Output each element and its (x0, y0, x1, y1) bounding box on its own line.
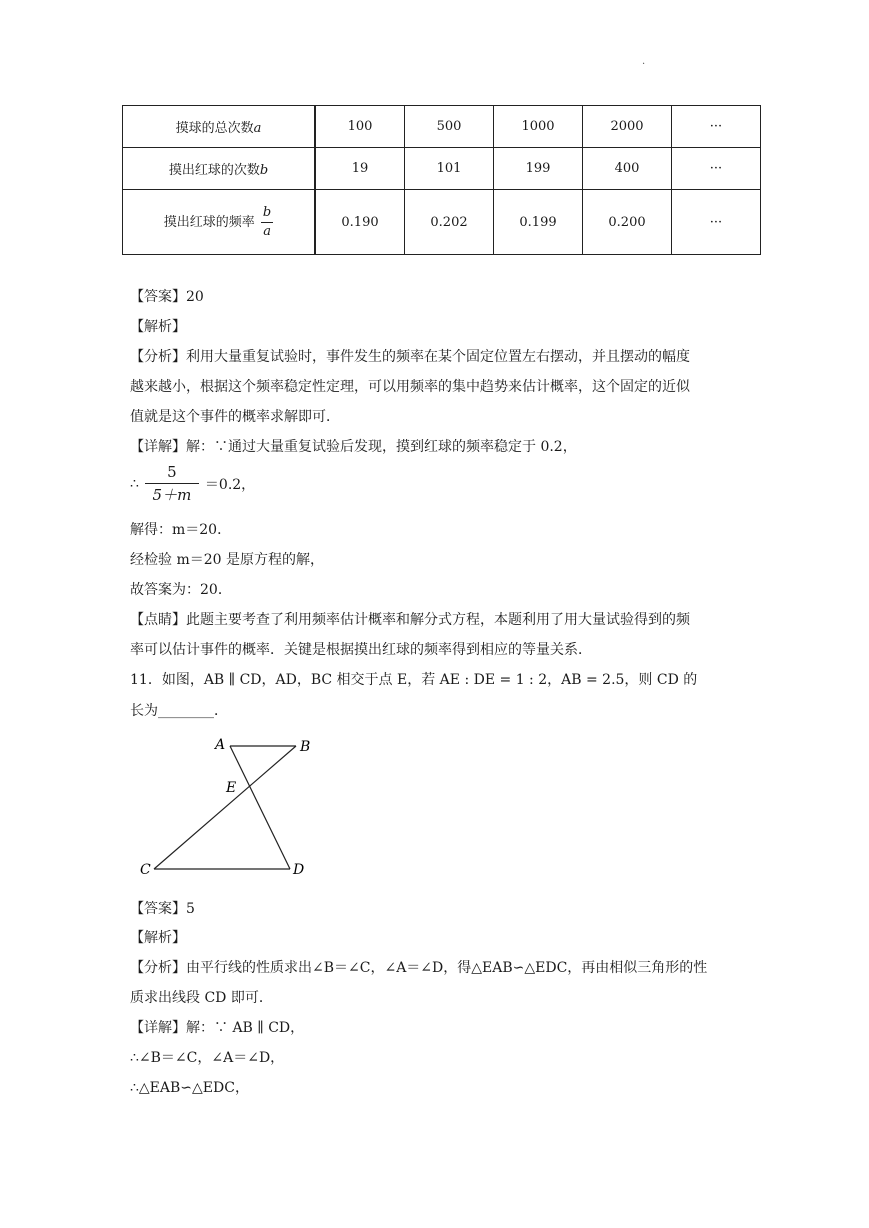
analysis-text: 越来越小，根据这个频率稳定性定理，可以用频率的集中趋势来估计概率，这个固定的近似 (130, 379, 690, 395)
label-b: B (300, 739, 311, 755)
solve-text: 解得：m＝20． (130, 522, 232, 538)
label-d: D (293, 862, 305, 878)
table-cell: 2000 (583, 106, 672, 148)
table-cell: 0.190 (315, 190, 405, 255)
table-cell: 500 (405, 106, 494, 148)
table-cell: 400 (583, 148, 672, 190)
final-text: 故答案为：20． (130, 582, 232, 598)
detail-text: ∴△EAB∽△EDC， (130, 1080, 249, 1096)
equation-fraction: ∴ 5 5＋m ＝0.2， (130, 463, 256, 504)
detail-text: ∴∠B＝∠C，∠A＝∠D， (130, 1050, 285, 1066)
label-a: A (215, 737, 226, 753)
table-cell: 199 (494, 148, 583, 190)
label-c: C (140, 862, 151, 878)
geometry-figure (132, 730, 322, 888)
comment-text: 【点睛】此题主要考查了利用频率估计概率和解分式方程，本题利用了用大量试验得到的频 (130, 612, 690, 628)
page-marker: . (642, 56, 646, 67)
table-row (123, 106, 761, 148)
analysis-text: 【分析】由平行线的性质求出∠B＝∠C，∠A＝∠D，得△EAB∽△EDC，再由相似三角形的性 (130, 960, 708, 976)
table-cell: 0.202 (405, 190, 494, 255)
check-text: 经检验 m＝20 是原方程的解， (130, 552, 324, 568)
analysis-text: 质求出线段 CD 即可． (130, 990, 273, 1006)
table-cell: 0.200 (583, 190, 672, 255)
table-cell: 0.199 (494, 190, 583, 255)
question-stem: 11．如图，AB ∥ CD，AD，BC 相交于点 E，若 AE : DE = 1 : 2，AB = 2.5，则 CD 的 (130, 672, 698, 688)
detail-text: 【详解】解：∵通过大量重复试验后发现，摸到红球的频率稳定于 0.2， (130, 439, 577, 455)
table-cell: 101 (405, 148, 494, 190)
answer-label: 【答案】20 (130, 289, 204, 305)
analysis-label: 【解析】 (130, 930, 186, 946)
table-cell: ··· (672, 106, 761, 148)
table-row (123, 148, 761, 190)
label-e: E (226, 780, 237, 796)
table-row (123, 190, 761, 255)
table-cell: ··· (672, 148, 761, 190)
table-cell: 100 (315, 106, 405, 148)
fraction-b-over-a: $\frac{b}{a}$ (262, 204, 272, 239)
analysis-label: 【解析】 (130, 319, 186, 335)
table-cell: 1000 (494, 106, 583, 148)
row-header: 摸球的总次数a (123, 106, 316, 148)
answer-label: 【答案】5 (130, 901, 195, 917)
comment-text: 率可以估计事件的概率．关键是根据摸出红球的频率得到相应的等量关系． (130, 642, 592, 658)
row-header: 摸出红球的次数b (123, 148, 316, 190)
question-stem: 长为________． (130, 703, 228, 719)
frequency-table (122, 105, 761, 255)
table-cell: 19 (315, 148, 405, 190)
detail-text: 【详解】解：∵ AB ∥ CD， (130, 1020, 305, 1036)
analysis-text: 【分析】利用大量重复试验时，事件发生的频率在某个固定位置左右摆动，并且摆动的幅度 (130, 349, 690, 365)
row-header: 摸出红球的频率 $\frac{b}{a}$ (123, 190, 316, 255)
table-cell: ··· (672, 190, 761, 255)
analysis-text: 值就是这个事件的概率求解即可． (130, 409, 340, 425)
